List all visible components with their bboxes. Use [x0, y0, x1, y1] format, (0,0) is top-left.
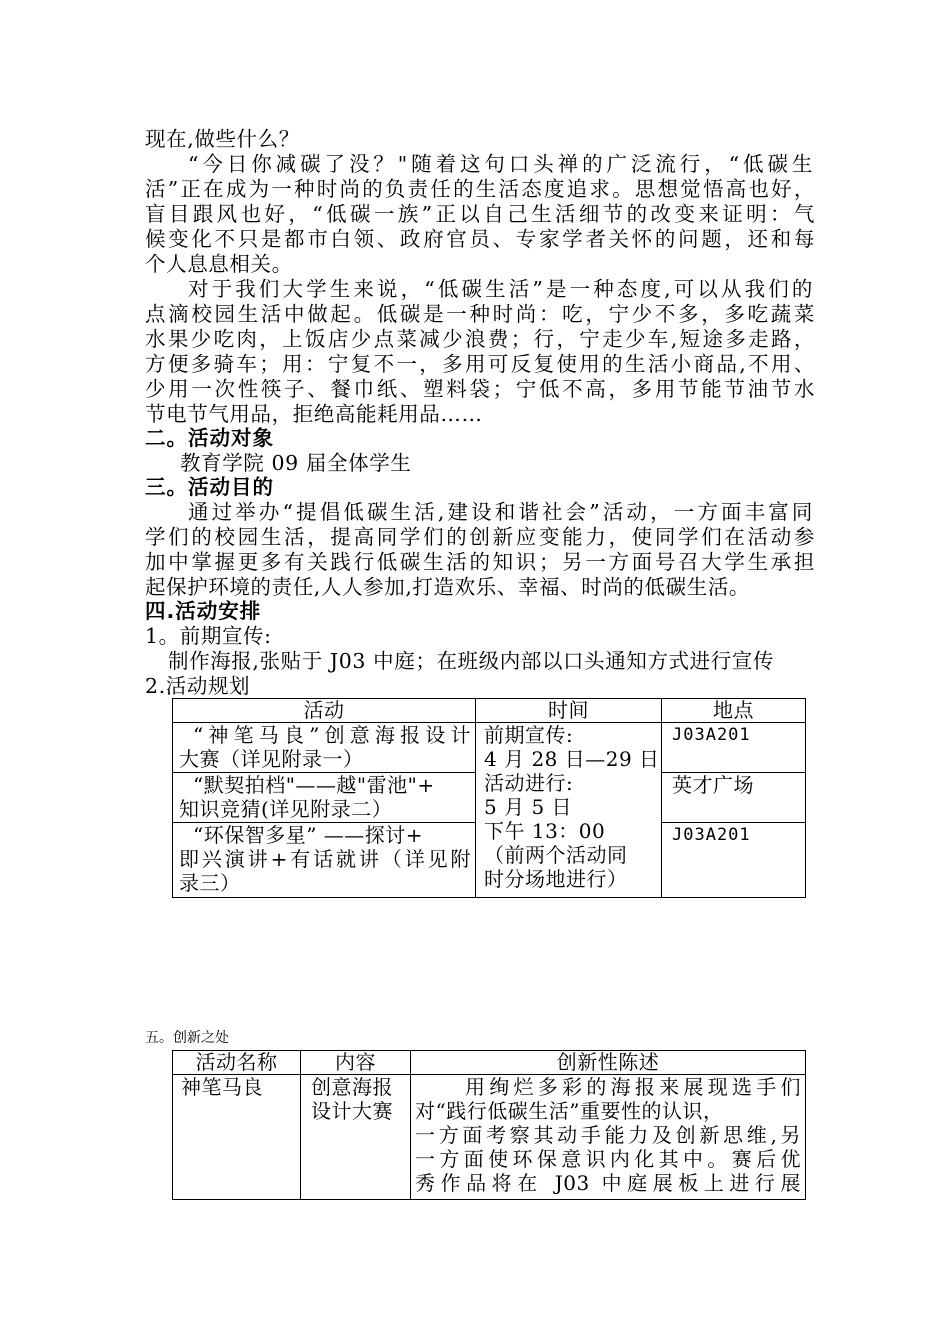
table-header-row	[173, 1051, 806, 1075]
cell-line: 时分场地进行）	[484, 867, 628, 891]
intro-line: 方便多骑车；用：宁复不一，多用可反复使用的生活小商品,不用、	[145, 352, 815, 376]
cell-line: 用绚烂多彩的海报来展现选手们	[465, 1075, 801, 1099]
cell-line: 一方面使环保意识内化其中。赛后优	[415, 1147, 801, 1171]
intro-line: 活”正在成为一种时尚的负责任的生活态度追求。思想觉悟高也好，	[145, 177, 815, 201]
cell-line: 神笔马良	[181, 1075, 263, 1099]
section-line: 加中掌握更多有关践行低碳生活的知识；另一方面号召大学生承担	[145, 550, 815, 574]
intro-line: 节电节气用品，拒绝高能耗用品……	[145, 402, 483, 426]
table-header-cell: 活动名称	[173, 1051, 301, 1075]
statement-cell	[411, 1075, 806, 1200]
cell-line: 设计大赛	[311, 1099, 393, 1123]
cell-line: 即兴演讲+有话就讲（详见附	[179, 847, 471, 871]
section-text: 教育学院 09 届全体学生	[180, 451, 412, 475]
cell-line: 对“践行低碳生活”重要性的认识，	[415, 1099, 724, 1123]
cell-line: 一方面考察其动手能力及创新思维,另	[415, 1123, 801, 1147]
intro-line: 点滴校园生活中做起。低碳是一种时尚：吃，宁少不多，多吃蔬菜	[145, 302, 815, 326]
cell-line: 前期宣传:	[484, 723, 574, 747]
cell-line: “环保智多星” ——探讨+	[193, 823, 424, 847]
cell-line: 英才广场	[672, 773, 754, 797]
section-heading: 二。活动对象	[145, 426, 274, 450]
section-line: 学们的校园生活，提高同学们的创新应变能力，使同学们在活动参	[145, 525, 815, 549]
cell-line: 大赛（详见附录一）	[179, 747, 364, 771]
table-header-cell: 内容	[301, 1051, 411, 1075]
cell-line: “神笔马良”创意海报设计	[193, 723, 471, 747]
cell-line: 知识竞猜(详见附录二）	[179, 797, 393, 821]
cell-line: 录三）	[179, 871, 241, 895]
table-row	[173, 723, 806, 773]
section-line: 起保护环境的责任,人人参加,打造欢乐、幸福、时尚的低碳生活。	[145, 575, 751, 599]
table-header-cell: 时间	[476, 699, 662, 723]
subsection-title: 2.活动规划	[145, 674, 251, 698]
activity-cell	[173, 823, 476, 898]
table-header-cell: 地点	[662, 699, 806, 723]
section-heading: 三。活动目的	[145, 475, 274, 499]
cell-line: 5 月 5 日	[484, 795, 573, 819]
cell-line: 活动进行:	[484, 771, 574, 795]
table-row	[173, 1075, 806, 1200]
place-cell	[662, 723, 806, 773]
time-cell	[476, 723, 662, 898]
section-text: 制作海报,张贴于 J03 中庭；在班级内部以口头通知方式进行宣传	[168, 649, 775, 673]
place-cell	[662, 823, 806, 898]
intro-line: 现在,做些什么？	[145, 127, 300, 151]
cell-line: 创意海报	[311, 1075, 393, 1099]
activity-cell	[173, 773, 476, 823]
table-header-cell: 创新性陈述	[411, 1051, 806, 1075]
cell-line: J03A201	[672, 725, 751, 745]
table-header-row	[173, 699, 806, 723]
cell-line: （前两个活动同	[484, 843, 628, 867]
activity-cell	[173, 723, 476, 773]
cell-line: 秀作品将在 J03 中庭展板上进行展	[415, 1171, 801, 1195]
intro-line: 盲目跟风也好，“低碳一族”正以自己生活细节的改变来证明：气	[145, 202, 815, 226]
intro-line: 候变化不只是都市白领、政府官员、专家学者关怀的问题，还和每	[145, 227, 815, 251]
name-cell	[173, 1075, 301, 1200]
content-cell	[301, 1075, 411, 1200]
schedule-table	[172, 698, 806, 898]
section-line: 通过举办“提倡低碳生活,建设和谐社会”活动，一方面丰富同	[188, 500, 813, 524]
subsection-title: 1。前期宣传:	[145, 624, 272, 648]
intro-line: 个人息息相关。	[145, 252, 293, 276]
cell-line: “默契拍档"——越"雷池"+	[193, 773, 435, 797]
intro-line: “今日你减碳了没？"随着这句口头禅的广泛流行，“低碳生	[188, 152, 813, 176]
intro-line: 对于我们大学生来说，“低碳生活”是一种态度,可以从我们的	[188, 277, 813, 301]
cell-line: 4 月 28 日—29 日	[484, 747, 660, 771]
section-heading: 四.活动安排	[145, 599, 262, 623]
place-cell	[662, 773, 806, 823]
table-header-cell: 活动	[173, 699, 476, 723]
intro-line: 少用一次性筷子、餐巾纸、塑料袋；宁低不高，多用节能节油节水	[145, 377, 815, 401]
intro-line: 水果少吃肉，上饭店少点菜减少浪费；行，宁走少车,短途多走路，	[145, 327, 815, 351]
section-heading: 五。创新之处	[145, 1030, 229, 1046]
innovation-table	[172, 1050, 806, 1200]
cell-line: J03A201	[672, 825, 751, 845]
cell-line: 下午 13：00	[484, 819, 606, 843]
